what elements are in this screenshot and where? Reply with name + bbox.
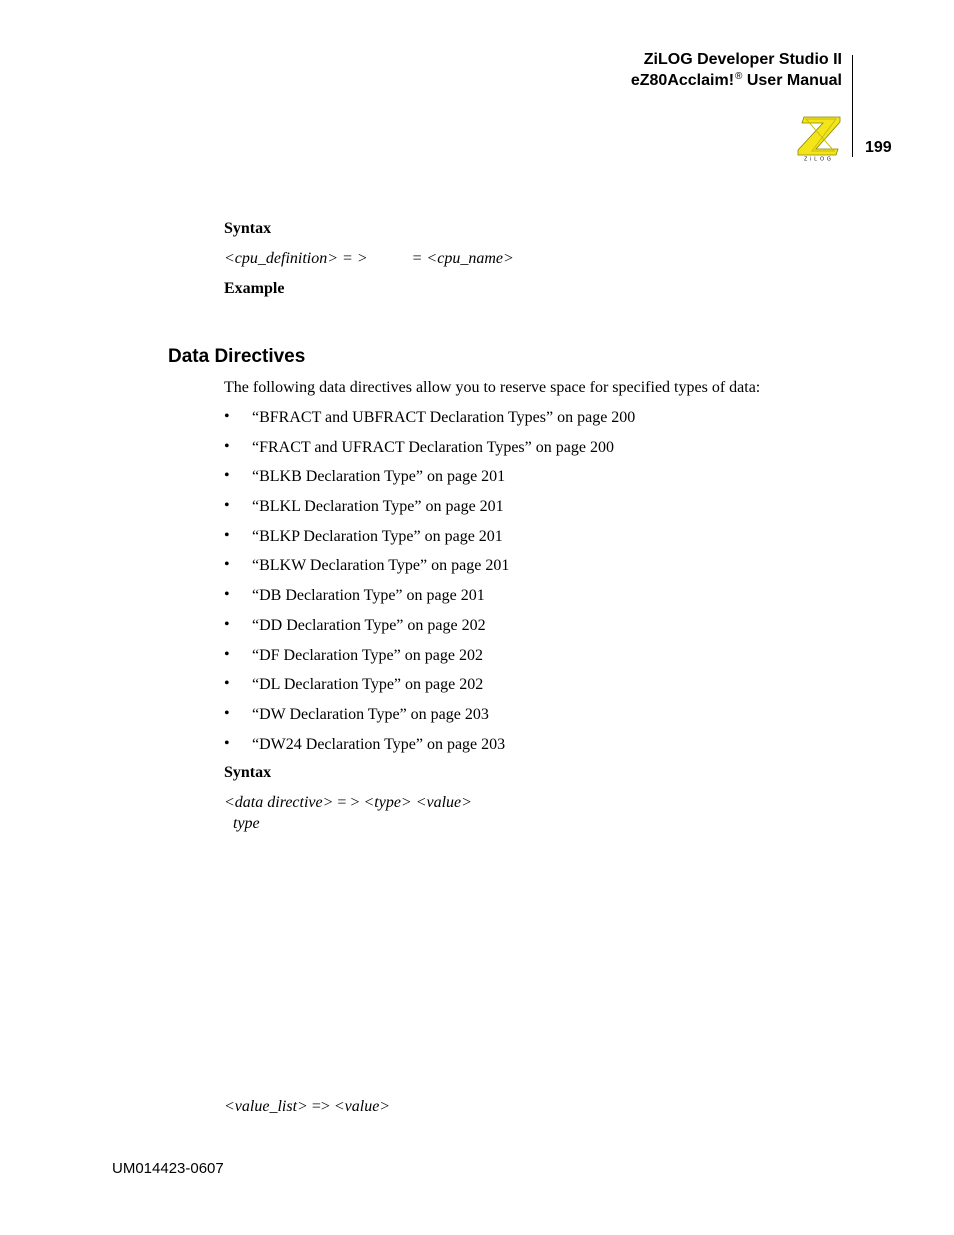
zilog-logo-icon [796,113,842,161]
data-directive-syntax: <data directive> = > <type> <value> [224,794,472,811]
cpu-definition-rhs: = <cpu_name> [411,250,514,267]
cpu-definition-syntax [224,250,514,268]
registered-mark: ® [735,71,743,82]
page-number: 199 [865,139,892,156]
bullet-icon: • [224,734,230,752]
type-label: type [233,815,260,832]
syntax-heading-data: Syntax [224,764,272,781]
syntax-heading: Syntax [224,220,272,237]
bullet-icon: • [224,704,230,722]
bullet-icon: • [224,497,230,515]
bullet-icon: • [224,586,230,604]
header-manual: User Manual [742,72,842,89]
header-subtitle [631,71,842,90]
bullet-icon: • [224,675,230,693]
logo-wordmark: ZiLOG [804,156,834,161]
bullet-icon: • [224,437,230,455]
cpu-definition-lhs: <cpu_definition> = > [224,250,368,267]
bullet-icon: • [224,526,230,544]
header-line-1: ZiLOG Developer Studio II [643,51,842,68]
bullet-icon: • [224,467,230,485]
example-heading: Example [224,280,285,297]
value-list-syntax: <value_list> => <value> [224,1098,391,1115]
section-intro: The following data directives allow you to reserve space for specified types of data: [224,379,761,396]
bullet-icon: • [224,556,230,574]
bullet-icon: • [224,645,230,663]
bullet-icon: • [224,408,230,425]
section-title: Data Directives [168,346,306,367]
header-product: eZ80Acclaim! [630,72,735,89]
bullet-icon: • [224,615,230,633]
header-divider [852,55,853,157]
document-id: UM014423-0607 [112,1160,224,1177]
header-title [644,51,842,69]
